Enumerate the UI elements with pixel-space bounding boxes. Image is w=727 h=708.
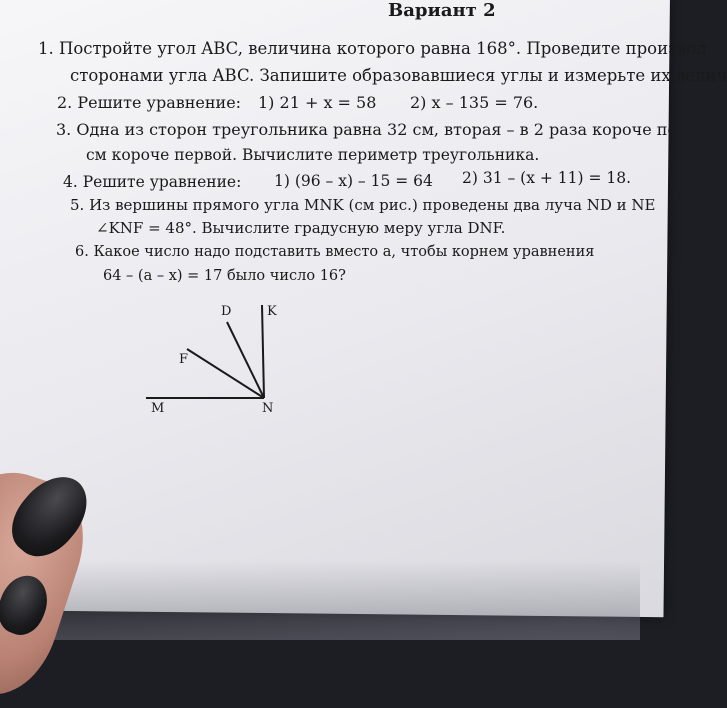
ray-nk [262,305,264,398]
task3-line1: 3. Одна из сторон треугольника равна 32 см, вторая – в 2 раза короче пе [56,120,677,139]
task6-line1: 6. Какое число надо подставить вместо a, чтобы корнем уравнения [75,244,595,260]
task1-line1: 1. Постройте угол ABC, величина которого равна 168°. Проведите произвол [38,39,707,58]
task4-equation-2: 2) 31 – (x + 11) = 18. [462,169,632,187]
task4-equation-1: 1) (96 – x) – 15 = 64 [274,172,433,190]
task2-label: 2. Решите уравнение: [57,93,242,112]
task2-equation-1: 1) 21 + x = 58 [258,93,377,112]
task2-equation-2: 2) x – 135 = 76. [410,93,539,112]
task3-line2: см короче первой. Вычислите периметр треугольника. [86,146,540,164]
task5-line1: 5. Из вершины прямого угла MNK (см рис.) проведены два луча ND и NE [70,196,656,214]
label-k: K [267,304,277,319]
label-d: D [221,304,232,319]
task4-label: 4. Решите уравнение: [63,173,242,191]
label-f: F [179,352,189,367]
task1-line2: сторонами угла ABC. Запишите образовавшиеся углы и измерьте их велич [70,66,727,85]
task5-line2: ∠KNF = 48°. Вычислите градусную меру угла DNF. [96,219,506,237]
worksheet-title: Вариант 2 [388,0,496,21]
label-n: N [262,401,274,416]
task6-line2: 64 – (a – x) = 17 было число 16? [103,268,346,284]
label-m: M [151,401,165,416]
